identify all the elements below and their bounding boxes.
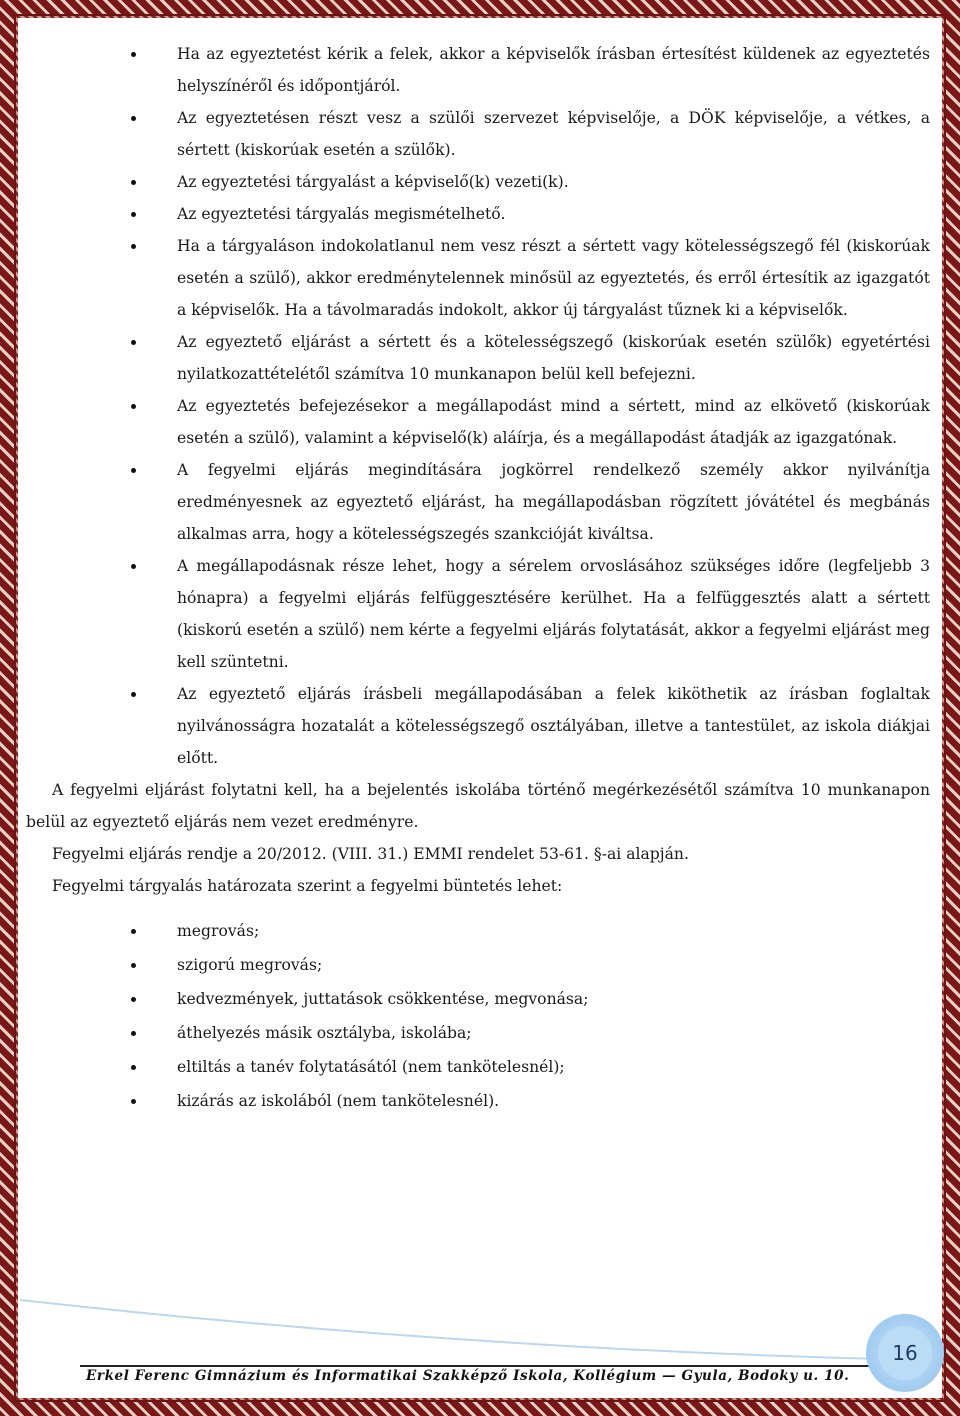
list-item: Az egyeztetés befejezésekor a megállapodást mind a sértett, mind az elkövető (kiskorúak esetén a szülő), valamint a képviselő(k) aláírja, és a megállapodást átadják az igazgatónak. (26, 390, 930, 454)
list-item: A megállapodásnak része lehet, hogy a sérelem orvoslásához szükséges időre (legfeljebb 3 hónapra) a fegyelmi eljárás felfüggesztésére kerülhet. Ha a felfüggesztés alatt a sértett (kiskorú esetén a szülő) nem kérte a fegyelmi eljárás folytatását, akkor a fegyelmi eljárást meg kell szüntetni. (26, 550, 930, 678)
page (18, 18, 942, 1398)
paragraph-disciplinary-continuation: A fegyelmi eljárást folytatni kell, ha a bejelentés iskolába történő megérkezésétől számítva 10 munkanapon belül az egyeztető eljárás nem vezet eredményre. (26, 781, 930, 831)
list-item: kedvezmények, juttatások csökkentése, megvonása; (26, 982, 930, 1016)
list-item: kizárás az iskolából (nem tankötelesnél). (26, 1084, 930, 1118)
list-item: Ha a tárgyaláson indokolatlanul nem vesz részt a sértett vagy kötelességszegő fél (kiskorúak esetén a szülő), akkor eredménytelennek minősül az egyeztetés, és erről értesítik az igazgatót a képviselők. Ha a távolmaradás indokolt, akkor új tárgyalást tűznek ki a képviselők. (26, 230, 930, 326)
penalty-list (26, 914, 930, 1118)
footer-school-address: Erkel Ferenc Gimnázium és Informatikai Szakképző Iskola, Kollégium — Gyula, Bodoky u. 10. (86, 1368, 850, 1384)
list-item: Az egyeztetésen részt vesz a szülői szervezet képviselője, a DÖK képviselője, a vétkes, a sértett (kiskorúak esetén a szülők). (26, 102, 930, 166)
list-item: Az egyeztető eljárást a sértett és a kötelességszegő (kiskorúak esetén szülők) egyetértési nyilatkozattételétől számítva 10 munkanapon belül kell befejezni. (26, 326, 930, 390)
list-item: Az egyeztetési tárgyalást a képviselő(k) vezeti(k). (26, 166, 930, 198)
list-item: szigorú megrovás; (26, 948, 930, 982)
paragraph-legal-reference: Fegyelmi eljárás rendje a 20/2012. (VIII. 31.) EMMI rendelet 53-61. §-ai alapján. (52, 845, 689, 863)
reconciliation-bullet-list (26, 38, 930, 774)
footer-decorative-curve (20, 1290, 920, 1370)
footer-rule (80, 1365, 880, 1367)
list-item: áthelyezés másik osztályba, iskolába; (26, 1016, 930, 1050)
list-item: Az egyeztető eljárás írásbeli megállapodásában a felek kiköthetik az írásban foglaltak nyilvánosságra hozatalát a kötelességszegő osztályában, illetve a tantestület, az iskola diákjai előtt. (26, 678, 930, 774)
page-number: 16 (878, 1326, 932, 1380)
paragraph-penalty-intro: Fegyelmi tárgyalás határozata szerint a fegyelmi büntetés lehet: (52, 877, 563, 895)
list-item: Az egyeztetési tárgyalás megismételhető. (26, 198, 930, 230)
list-item: megrovás; (26, 914, 930, 948)
list-item: A fegyelmi eljárás megindítására jogkörrel rendelkező személy akkor nyilvánítja eredményesnek az egyeztető eljárást, ha megállapodásban rögzített jóvátétel és megbánás alkalmas arra, hogy a kötelességszegés szankcióját kiváltsa. (26, 454, 930, 550)
page-number-badge (866, 1314, 944, 1392)
list-item: eltiltás a tanév folytatásától (nem tankötelesnél); (26, 1050, 930, 1084)
document-body (26, 38, 930, 1118)
list-item: Ha az egyeztetést kérik a felek, akkor a képviselők írásban értesítést küldenek az egyeztetés helyszínéről és időpontjáról. (26, 38, 930, 102)
